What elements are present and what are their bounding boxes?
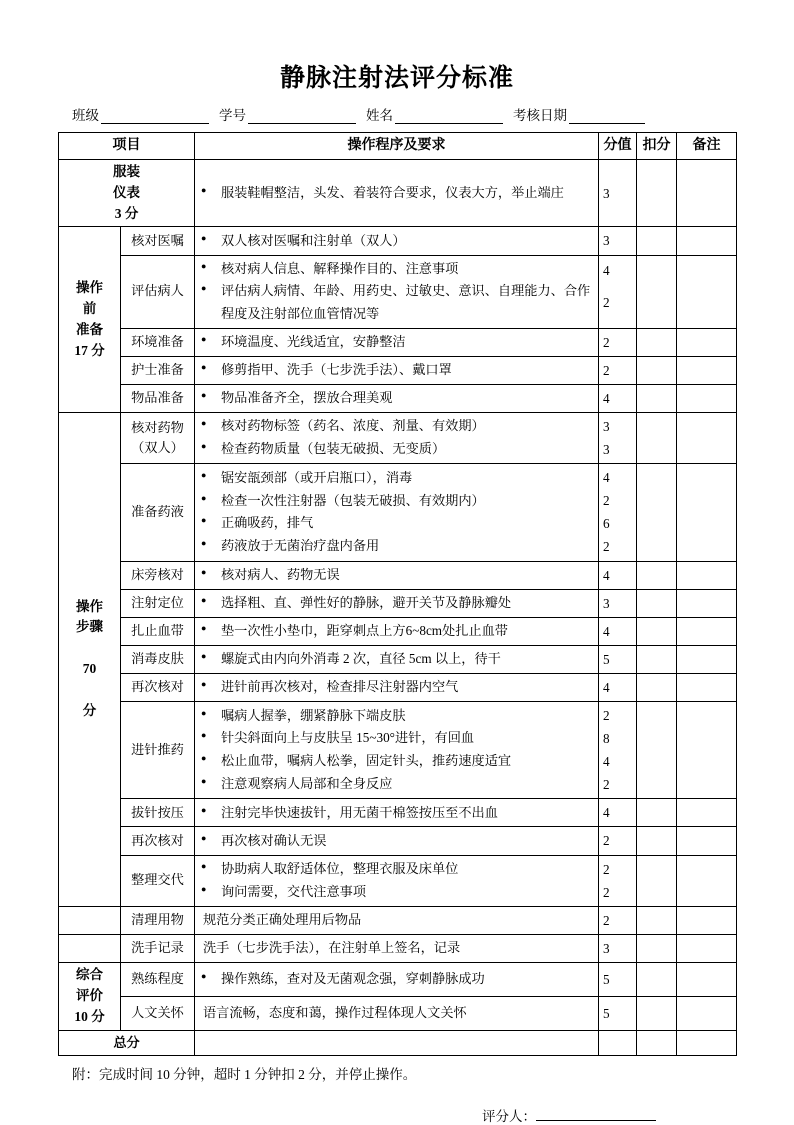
subitem-handwash-record: 洗手记录	[121, 934, 195, 962]
exam-date-label: 考核日期	[513, 108, 567, 123]
note-cell[interactable]	[677, 589, 737, 617]
procedure-bullet: ● 垫一次性小垫巾，距穿刺点上方6~8cm处扎止血带	[199, 620, 594, 643]
note-cell[interactable]	[677, 799, 737, 827]
procedure-cell	[195, 934, 599, 962]
score-cell: 4	[599, 617, 637, 645]
score-cell: 2	[599, 356, 637, 384]
procedure-bullet: ● 锯安瓿颈部（或开启瓶口），消毒	[199, 467, 594, 490]
procedure-bullet: ● 药液放于无菌治疗盘内备用	[199, 535, 594, 558]
procedure-bullet: ● 操作熟练，查对及无菌观念强，穿刺静脉成功	[199, 968, 594, 991]
subitem-needle-removal: 拔针按压	[121, 799, 195, 827]
header-note: 备注	[677, 133, 737, 160]
procedure-bullet: ● 嘱病人握拳，绷紧静脉下端皮肤	[199, 705, 594, 728]
table-row	[59, 996, 737, 1030]
procedure-bullet: ● 协助病人取舒适体位，整理衣服及床单位	[199, 858, 594, 881]
note-cell[interactable]	[677, 996, 737, 1030]
deduction-cell[interactable]	[637, 962, 677, 996]
procedure-bullet: ● 核对药物标签（药名、浓度、剂量、有效期）	[199, 415, 594, 438]
procedure-cell	[195, 328, 599, 356]
note-cell[interactable]	[677, 701, 737, 798]
procedure-cell	[195, 673, 599, 701]
deduction-cell[interactable]	[637, 799, 677, 827]
subitem-tourniquet: 扎止血带	[121, 617, 195, 645]
total-score-cell[interactable]	[599, 1030, 637, 1055]
subitem-check-order: 核对医嘱	[121, 227, 195, 255]
total-row	[59, 1030, 737, 1055]
procedure-text: 洗手（七步洗手法），在注射单上签名，记录	[203, 940, 461, 955]
score-cell: 5	[599, 962, 637, 996]
subitem-proficiency: 熟练程度	[121, 962, 195, 996]
table-row	[59, 934, 737, 962]
procedure-cell	[195, 906, 599, 934]
header-procedure: 操作程序及要求	[195, 133, 599, 160]
procedure-bullet: ● 再次核对确认无误	[199, 830, 594, 853]
procedure-bullet: ● 针尖斜面向上与皮肤呈 15~30°进针，有回血	[199, 727, 594, 750]
signature-input[interactable]	[536, 1106, 656, 1121]
note-cell[interactable]	[677, 645, 737, 673]
subitem-needle-insertion: 进针推药	[121, 701, 195, 798]
note-cell[interactable]	[677, 906, 737, 934]
student-id-label: 学号	[219, 108, 246, 123]
note-cell[interactable]	[677, 962, 737, 996]
header-item: 项目	[59, 133, 195, 160]
item-appearance: 服装 仪表 3 分	[59, 159, 195, 227]
table-row	[59, 464, 737, 561]
table-row	[59, 384, 737, 412]
deduction-cell[interactable]	[637, 827, 677, 855]
score-cell: 2	[599, 827, 637, 855]
procedure-cell	[195, 701, 599, 798]
subitem-skin-disinfection: 消毒皮肤	[121, 645, 195, 673]
subitem-nurse-prep: 护士准备	[121, 356, 195, 384]
deduction-cell[interactable]	[637, 934, 677, 962]
item-blank	[59, 934, 121, 962]
header-score: 分值	[599, 133, 637, 160]
score-cell: 4	[599, 673, 637, 701]
header-deduction: 扣分	[637, 133, 677, 160]
table-row	[59, 227, 737, 255]
footnote: 附：完成时间 10 分钟，超时 1 分钟扣 2 分，并停止操作。	[72, 1067, 417, 1083]
procedure-cell	[195, 799, 599, 827]
procedure-bullet: ● 服装鞋帽整洁，头发、着装符合要求，仪表大方，举止端庄	[199, 182, 594, 205]
table-row	[59, 855, 737, 906]
note-cell[interactable]	[677, 255, 737, 328]
procedure-text: 语言流畅，态度和蔼，操作过程体现人文关怀	[203, 1004, 467, 1020]
table-row	[59, 356, 737, 384]
procedure-bullet: ● 物品准备齐全，摆放合理美观	[199, 387, 594, 410]
score-cell: 4	[599, 799, 637, 827]
table-row	[59, 561, 737, 589]
deduction-cell[interactable]	[637, 906, 677, 934]
procedure-bullet: ● 核对病人信息、解释操作目的、注意事项	[199, 258, 594, 281]
score-cell: 5	[599, 645, 637, 673]
deduction-cell[interactable]	[637, 159, 677, 227]
procedure-cell	[195, 855, 599, 906]
name-input[interactable]	[395, 109, 503, 124]
table-row	[59, 673, 737, 701]
score-cell: 2 8 4 2	[599, 701, 637, 798]
score-cell: 4 2 6 2	[599, 464, 637, 561]
deduction-cell[interactable]	[637, 412, 677, 463]
procedure-bullet: ● 评估病人病情、年龄、用药史、过敏史、意识、自理能力、合作程度及注射部位血管情况等	[199, 280, 594, 325]
procedure-cell	[195, 996, 599, 1030]
subitem-bedside-check: 床旁核对	[121, 561, 195, 589]
table-row	[59, 645, 737, 673]
note-cell[interactable]	[677, 827, 737, 855]
procedure-bullet: ● 双人核对医嘱和注射单（双人）	[199, 230, 594, 253]
deduction-cell[interactable]	[637, 996, 677, 1030]
procedure-bullet: ● 螺旋式由内向外消毒 2 次，直径 5cm 以上，待干	[199, 648, 594, 671]
table-row	[59, 701, 737, 798]
procedure-cell	[195, 962, 599, 996]
procedure-bullet: ● 正确吸药，排气	[199, 512, 594, 535]
procedure-bullet: ● 检查药物质量（包装无破损、无变质）	[199, 438, 594, 461]
procedure-cell	[195, 255, 599, 328]
item-preparation: 操作 前 准备 17 分	[59, 227, 121, 412]
deduction-cell[interactable]	[637, 855, 677, 906]
note-cell[interactable]	[677, 227, 737, 255]
note-cell[interactable]	[677, 159, 737, 227]
name-label: 姓名	[366, 108, 393, 123]
total-deduction-cell[interactable]	[637, 1030, 677, 1055]
grading-table	[58, 132, 737, 1056]
class-input[interactable]	[101, 109, 209, 124]
procedure-cell	[195, 227, 599, 255]
table-row	[59, 255, 737, 328]
note-cell[interactable]	[677, 464, 737, 561]
total-procedure-cell	[195, 1030, 599, 1055]
score-cell: 4	[599, 561, 637, 589]
subitem-check-drug: 核对药物 （双人）	[121, 412, 195, 463]
procedure-cell	[195, 561, 599, 589]
procedure-cell	[195, 827, 599, 855]
note-cell[interactable]	[677, 356, 737, 384]
signature-label: 评分人：	[482, 1109, 536, 1125]
table-header-row	[59, 133, 737, 160]
procedure-cell	[195, 464, 599, 561]
procedure-bullet: ● 进针前再次核对，检查排尽注射器内空气	[199, 676, 594, 699]
form-header-fields	[72, 104, 736, 124]
table-row	[59, 827, 737, 855]
deduction-cell[interactable]	[637, 589, 677, 617]
class-label: 班级	[72, 108, 99, 123]
exam-date-input[interactable]	[569, 109, 645, 124]
deduction-cell[interactable]	[637, 227, 677, 255]
subitem-site-selection: 注射定位	[121, 589, 195, 617]
deduction-cell[interactable]	[637, 561, 677, 589]
deduction-cell[interactable]	[637, 645, 677, 673]
score-cell: 3	[599, 934, 637, 962]
procedure-bullet: ● 环境温度、光线适宜，安静整洁	[199, 331, 594, 354]
note-cell[interactable]	[677, 855, 737, 906]
subitem-supplies: 物品准备	[121, 384, 195, 412]
student-id-input[interactable]	[248, 109, 356, 124]
deduction-cell[interactable]	[637, 464, 677, 561]
procedure-bullet: ● 修剪指甲、洗手（七步洗手法）、戴口罩	[199, 359, 594, 382]
total-label: 总分	[59, 1030, 195, 1055]
subitem-final-check: 再次核对	[121, 827, 195, 855]
note-cell[interactable]	[677, 561, 737, 589]
score-cell: 3	[599, 589, 637, 617]
procedure-cell	[195, 589, 599, 617]
item-procedure-steps: 操作 步骤 70 分	[59, 412, 121, 906]
table-row	[59, 328, 737, 356]
deduction-cell[interactable]	[637, 617, 677, 645]
procedure-bullet: ● 询问需要，交代注意事项	[199, 881, 594, 904]
score-cell: 4	[599, 384, 637, 412]
deduction-cell[interactable]	[637, 255, 677, 328]
procedure-bullet: ● 注射完毕快速拔针，用无菌干棉签按压至不出血	[199, 802, 594, 825]
deduction-cell[interactable]	[637, 673, 677, 701]
total-note-cell[interactable]	[677, 1030, 737, 1055]
procedure-bullet: ● 注意观察病人局部和全身反应	[199, 773, 594, 796]
note-cell[interactable]	[677, 617, 737, 645]
procedure-cell	[195, 617, 599, 645]
procedure-cell	[195, 384, 599, 412]
score-cell: 3	[599, 227, 637, 255]
score-cell: 2	[599, 906, 637, 934]
subitem-recheck: 再次核对	[121, 673, 195, 701]
subitem-environment: 环境准备	[121, 328, 195, 356]
deduction-cell[interactable]	[637, 356, 677, 384]
subitem-humanistic-care: 人文关怀	[121, 996, 195, 1030]
deduction-cell[interactable]	[637, 701, 677, 798]
score-cell: 2	[599, 328, 637, 356]
procedure-cell	[195, 356, 599, 384]
score-cell: 4 2	[599, 255, 637, 328]
procedure-bullet: ● 检查一次性注射器（包装无破损、有效期内）	[199, 490, 594, 513]
deduction-cell[interactable]	[637, 384, 677, 412]
table-row	[59, 799, 737, 827]
table-row	[59, 159, 737, 227]
item-blank	[59, 906, 121, 934]
score-cell: 3	[599, 159, 637, 227]
table-row	[59, 906, 737, 934]
table-row	[59, 589, 737, 617]
note-cell[interactable]	[677, 328, 737, 356]
deduction-cell[interactable]	[637, 328, 677, 356]
subitem-tidy-instruct: 整理交代	[121, 855, 195, 906]
procedure-text: 规范分类正确处理用后物品	[203, 911, 362, 927]
note-cell[interactable]	[677, 934, 737, 962]
page-title: 静脉注射法评分标准	[279, 65, 514, 92]
score-cell: 3 3	[599, 412, 637, 463]
table-row	[59, 962, 737, 996]
note-cell[interactable]	[677, 384, 737, 412]
procedure-cell	[195, 412, 599, 463]
item-overall-evaluation: 综合 评价 10 分	[59, 962, 121, 1030]
note-cell[interactable]	[677, 673, 737, 701]
table-row	[59, 412, 737, 463]
score-cell: 2 2	[599, 855, 637, 906]
score-cell: 5	[599, 996, 637, 1030]
table-row	[59, 617, 737, 645]
subitem-clean-up: 清理用物	[121, 906, 195, 934]
subitem-assess-patient: 评估病人	[121, 255, 195, 328]
subitem-prepare-solution: 准备药液	[121, 464, 195, 561]
procedure-cell	[195, 645, 599, 673]
procedure-bullet: ● 松止血带，嘱病人松拳，固定针头，推药速度适宜	[199, 750, 594, 773]
note-cell[interactable]	[677, 412, 737, 463]
procedure-bullet: ● 核对病人、药物无误	[199, 564, 594, 587]
signature-line	[58, 1105, 736, 1125]
procedure-cell	[195, 159, 599, 227]
procedure-bullet: ● 选择粗、直、弹性好的静脉，避开关节及静脉瓣处	[199, 592, 594, 615]
